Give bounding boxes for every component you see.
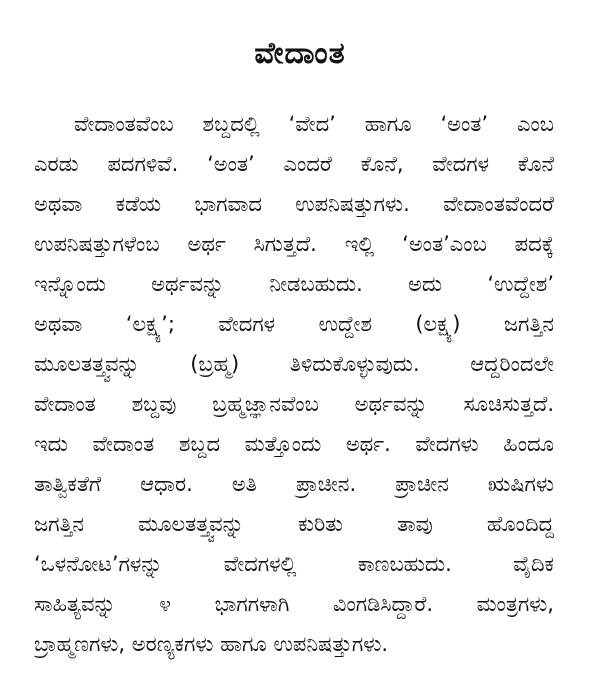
body-paragraph <box>34 104 554 664</box>
page-title: ವೇದಾಂತ <box>254 36 346 71</box>
paragraph-line: ಜಗತ್ತಿನ ಮೂಲತತ್ತ್ವವನ್ನು ಕುರಿತು ತಾವು ಹೊಂದಿದ್ದ <box>34 512 554 536</box>
paragraph-line: ಇದು ವೇದಾಂತ ಶಬ್ದದ ಮತ್ತೊಂದು ಅರ್ಥ. ವೇದಗಳು ಹಿಂದೂ <box>34 432 554 456</box>
paragraph-line: ಸಾಹಿತ್ಯವನ್ನು ೪ ಭಾಗಗಳಾಗಿ ವಿಂಗಡಿಸಿದ್ದಾರೆ. ಮಂತ್ರಗಳು, <box>34 592 554 616</box>
paragraph-line: ಎರಡು ಪದಗಳಿವೆ. ‘ಅಂತ’ ಎಂದರೆ ಕೊನೆ, ವೇದಗಳ ಕೊನೆ <box>34 152 554 176</box>
paragraph-line: ಉಪನಿಷತ್ತುಗಳೆಂಬ ಅರ್ಥ ಸಿಗುತ್ತದೆ. ಇಲ್ಲಿ ‘ಅಂತ’ಎಂಬ ಪದಕ್ಕೆ <box>34 232 554 256</box>
paragraph-line: ಬ್ರಾಹ್ಮಣಗಳು, ಅರಣ್ಯಕಗಳು ಹಾಗೂ ಉಪನಿಷತ್ತುಗಳು. <box>34 632 389 656</box>
paragraph-line: ವೇದಾಂತವೆಂಬ ಶಬ್ದದಲ್ಲಿ ‘ವೇದ’ ಹಾಗೂ ‘ಅಂತ’ ಎಂಬ <box>74 112 554 136</box>
paragraph-line: ತಾತ್ವಿಕತೆಗೆ ಆಧಾರ. ಅತಿ ಪ್ರಾಚೀನ. ಪ್ರಾಚೀನ ಋಷಿಗಳು <box>34 472 554 496</box>
paragraph-line: ಇನ್ನೊಂದು ಅರ್ಥವನ್ನು ನೀಡಬಹುದು. ಅದು ‘ಉದ್ದೇಶ’ <box>34 272 554 296</box>
paragraph-line: ವೇದಾಂತ ಶಬ್ದವು ಬ್ರಹ್ಮಜ್ಞಾನವೆಂಬ ಅರ್ಥವನ್ನು ಸೂಚಿಸುತ್ತದೆ. <box>34 392 554 416</box>
paragraph-line: ಮೂಲತತ್ತ್ವವನ್ನು (ಬ್ರಹ್ಮ) ತಿಳಿದುಕೊಳ್ಳುವುದು. ಆದ್ದರಿಂದಲೇ <box>34 352 554 376</box>
paragraph-line: ಅಥವಾ ‘ಲಕ್ಷ್ಯ’; ವೇದಗಳ ಉದ್ದೇಶ (ಲಕ್ಷ್ಯ) ಜಗತ್ತಿನ <box>34 312 554 336</box>
paragraph-line: ಅಥವಾ ಕಡೆಯ ಭಾಗವಾದ ಉಪನಿಷತ್ತುಗಳು. ವೇದಾಂತವೆಂದರೆ <box>34 192 554 216</box>
paragraph-line: ‘ಒಳನೋಟ’ಗಳನ್ನು ವೇದಗಳಲ್ಲಿ ಕಾಣಬಹುದು. ವೈದಿಕ <box>34 552 554 576</box>
